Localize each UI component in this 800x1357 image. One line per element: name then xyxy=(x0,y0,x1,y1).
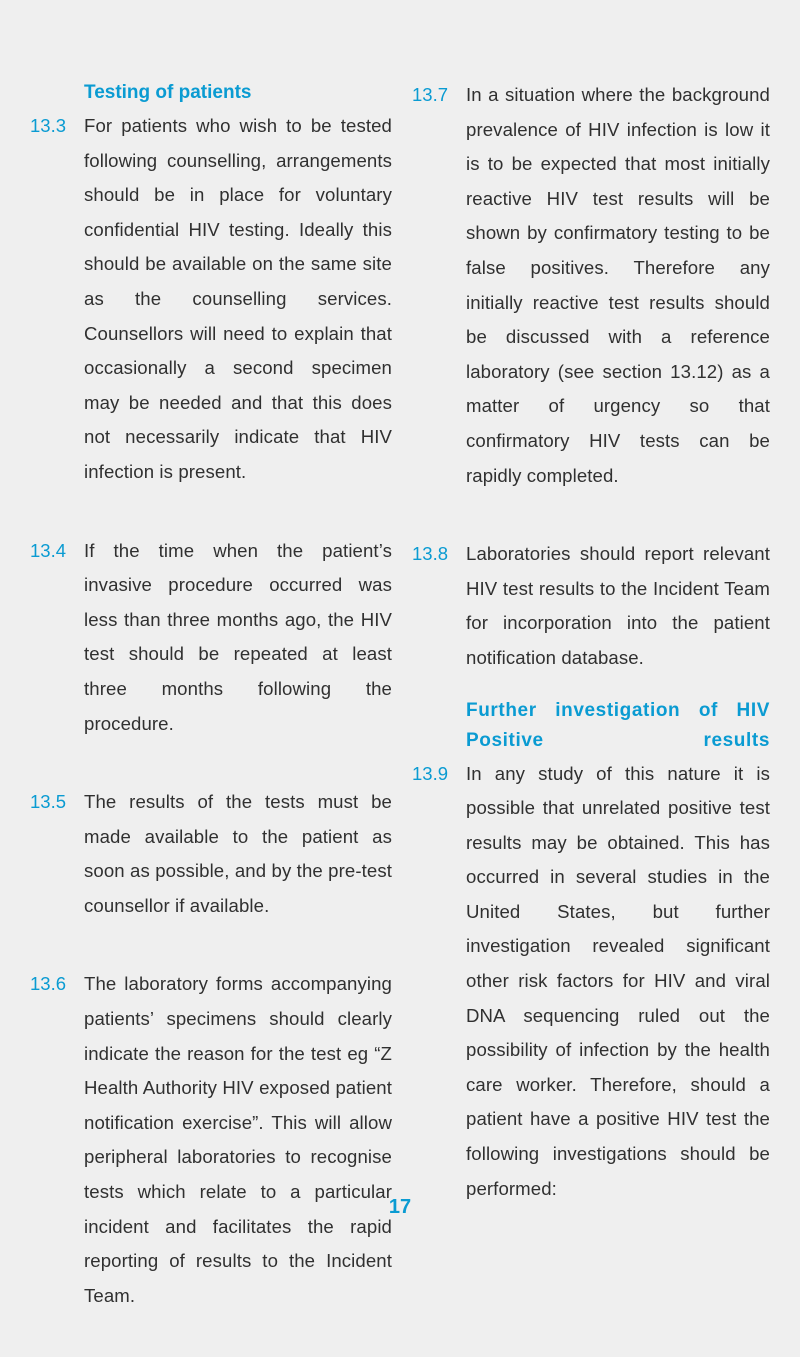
page-number: 17 xyxy=(388,1196,412,1218)
paragraph-text: For patients who wish to be tested following counselling, arrangements should be in place for voluntary confidential HIV testing. Ideally this should be available on the same site as the counselling services. Counsellors will need to explain that occasionally a second specimen may be needed and that this does not necessarily indicate that HIV infection is present. xyxy=(84,115,392,482)
paragraph-text: The laboratory forms accompanying patients’ specimens should clearly indicate the reason for the test eg “Z Health Authority HIV exposed patient notification exercise”. This will allow peripheral laboratories to recognise tests which relate to a particular incident and facilitates the rapid reporting of results to the Incident Team. xyxy=(84,973,392,1306)
paragraph-text: The results of the tests must be made available to the patient as soon as possible, and by the pre-test counsellor if available. xyxy=(84,791,392,916)
paragraph-number: 13.8 xyxy=(412,543,449,565)
paragraph-number: 13.4 xyxy=(30,539,67,561)
right-column xyxy=(412,78,770,1250)
left-column xyxy=(30,78,392,1357)
paragraph-number: 13.6 xyxy=(30,973,67,995)
paragraph-13-7 xyxy=(412,78,770,493)
paragraph-number: 13.7 xyxy=(412,84,449,105)
section-heading-further-investigation: Further investigation of HIV Positive results xyxy=(466,699,770,751)
paragraph-13-4 xyxy=(30,534,392,742)
paragraph-13-8 xyxy=(412,537,770,675)
paragraph-13-6 xyxy=(30,967,392,1313)
paragraph-number: 13.9 xyxy=(412,762,449,784)
paragraph-number: 13.3 xyxy=(30,115,67,136)
paragraph-text: In a situation where the background prevalence of HIV infection is low it is to be expected that most initially reactive HIV test results will be shown by confirmatory testing to be false positives. Therefore any initially reactive test results should be discussed with a reference laboratory (see section 13.12) as a matter of urgency so that confirmatory HIV tests can be rapidly completed. xyxy=(466,84,770,486)
paragraph-text: In any study of this nature it is possible that unrelated positive test results may be obtained. This has occurred in several studies in the United States, but further investigation revealed significant other risk factors for HIV and viral DNA sequencing ruled out the possibility of infection by the health care worker. Therefore, should a patient have a positive HIV test the following investigations should be performed: xyxy=(466,762,770,1199)
section-heading-testing: Testing of patients xyxy=(84,82,252,103)
paragraph-13-3 xyxy=(30,109,392,490)
paragraph-text: If the time when the patient’s invasive procedure occurred was less than three months ago, the HIV test should be repeated at least three months following the procedure. xyxy=(84,539,392,734)
paragraph-text: Laboratories should report relevant HIV test results to the Incident Team for incorporation into the patient notification database. xyxy=(466,543,770,668)
paragraph-number: 13.5 xyxy=(30,791,67,813)
paragraph-13-5 xyxy=(30,785,392,923)
paragraph-13-9 xyxy=(412,757,770,1207)
